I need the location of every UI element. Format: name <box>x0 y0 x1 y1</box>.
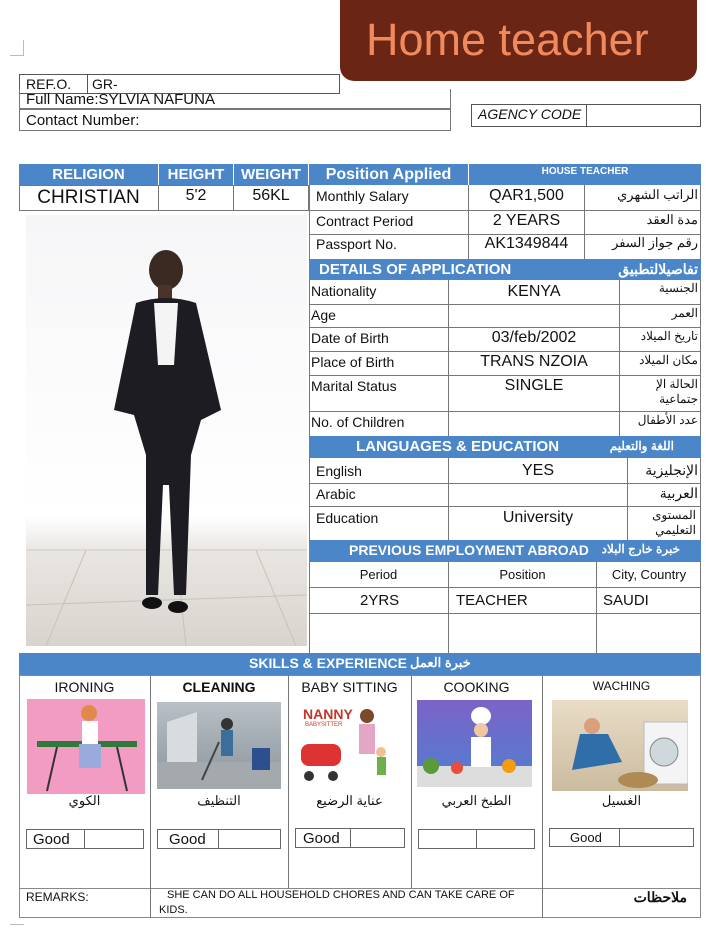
skill-rating-babysitting-text: Good <box>303 830 340 847</box>
previous-employment-header-ar: خبرة خارج البلاد <box>601 542 680 556</box>
ironing-image <box>27 699 145 794</box>
religion-value: CHRISTIAN <box>37 187 140 208</box>
skill-rating-ironing-text: Good <box>33 831 70 848</box>
languages-header-ar: اللغة والتعليم <box>609 439 674 453</box>
job-label-3: Passport No. <box>316 236 397 252</box>
detail-ar-children: عدد الأطفال <box>637 413 698 427</box>
lang-label-english: English <box>316 463 362 479</box>
corner-mark <box>10 40 24 56</box>
detail-value-marital: SINGLE <box>504 377 564 394</box>
cleaning-image <box>157 702 281 789</box>
job-ar-1: الراتب الشهري <box>617 187 698 202</box>
job-ar-2: مدة العقد <box>646 212 698 227</box>
detail-label-children: No. of Children <box>311 414 405 430</box>
nanny-image-subtext: BABYSITTER <box>305 722 343 728</box>
skill-ar-cooking: الطبخ العربي <box>441 793 512 808</box>
ref-label: REF.O. <box>26 76 72 92</box>
lang-ar-english: الإنجليزية <box>645 462 698 478</box>
lang-value-english: YES <box>521 462 554 479</box>
prev-col-city: City, Country <box>611 567 687 582</box>
skill-title-ironing: IRONING <box>54 679 115 695</box>
prev-city-value: SAUDI <box>603 592 649 609</box>
detail-value-nationality: KENYA <box>507 283 561 300</box>
remarks-ar: ملاحظات <box>633 889 687 905</box>
skill-ar-cleaning: التنظيف <box>197 793 241 808</box>
cooking-image <box>417 700 532 787</box>
religion-header: RELIGION <box>19 164 158 185</box>
lang-label-education: Education <box>316 510 379 526</box>
job-value-3: AK1349844 <box>484 235 569 252</box>
skill-title-washing: WACHING <box>592 679 651 693</box>
detail-ar-nationality: الجنسية <box>658 281 698 295</box>
prev-col-position: Position <box>499 567 546 582</box>
previous-employment-header-en: PREVIOUS EMPLOYMENT ABROAD <box>349 542 589 558</box>
job-label-2: Contract Period <box>316 213 414 229</box>
position-applied-header: Position Applied <box>309 164 468 185</box>
house-teacher-header: HOUSE TEACHER <box>469 164 701 185</box>
skill-ar-ironing: الكوي <box>68 793 101 808</box>
prev-col-period: Period <box>359 567 398 582</box>
height-header: HEIGHT <box>159 164 233 185</box>
detail-label-marital: Marital Status <box>311 378 397 394</box>
details-header-en: DETAILS OF APPLICATION <box>319 261 512 278</box>
detail-label-nationality: Nationality <box>311 283 377 299</box>
title-badge-text: Home teacher <box>366 14 649 65</box>
details-header-ar: تفاصيلالتطبيق <box>618 261 698 277</box>
remarks-text-line1: SHE CAN DO ALL HOUSEHOLD CHORES AND CAN TAKE CARE OF <box>167 889 515 901</box>
detail-label-pob: Place of Birth <box>311 354 395 370</box>
contact-label: Contact Number: <box>26 112 140 129</box>
job-value-2: 2 YEARS <box>492 212 561 229</box>
agency-code-label: AGENCY CODE <box>478 106 582 122</box>
detail-label-dob: Date of Birth <box>311 330 389 346</box>
detail-value-pob: TRANS NZOIA <box>480 353 588 370</box>
weight-value: 56KL <box>252 187 290 204</box>
lang-label-arabic: Arabic <box>316 486 356 502</box>
weight-header: WEIGHT <box>234 164 308 185</box>
skills-header-ar: خبرة العمل <box>410 655 471 670</box>
skills-header-en: SKILLS & EXPERIENCE <box>249 655 407 671</box>
detail-ar-marital: الحالة الإ جتماعية <box>656 377 698 406</box>
prev-position-value: TEACHER <box>456 592 528 609</box>
detail-label-age: Age <box>311 307 336 323</box>
babysitting-image <box>297 700 403 792</box>
skill-title-babysitting: BABY SITTING <box>301 679 398 695</box>
detail-value-dob: 03/feb/2002 <box>491 329 577 346</box>
skill-title-cleaning: CLEANING <box>182 679 256 695</box>
skill-rating-cleaning-text: Good <box>169 831 206 848</box>
prev-period-value: 2YRS <box>360 592 400 609</box>
gr-label: GR- <box>92 76 118 92</box>
lang-value-education: University <box>502 509 574 526</box>
full-name: Full Name:SYLVIA NAFUNA <box>26 91 215 108</box>
job-label-1: Monthly Salary <box>316 188 409 204</box>
skill-ar-babysitting: عناية الرضيع <box>316 793 383 808</box>
job-ar-3: رقم جواز السفر <box>612 235 698 250</box>
job-value-1: QAR1,500 <box>489 187 564 204</box>
languages-header-en: LANGUAGES & EDUCATION <box>356 438 560 455</box>
washing-image <box>552 700 688 791</box>
detail-ar-pob: مكان الميلاد <box>639 353 698 367</box>
height-value: 5'2 <box>185 187 207 204</box>
title-badge <box>340 0 697 81</box>
remarks-text-line2: KIDS. <box>159 904 188 916</box>
skill-title-cooking: COOKING <box>443 679 510 695</box>
skill-rating-washing-text: Good <box>570 830 602 845</box>
remarks-label: REMARKS: <box>26 890 89 904</box>
nanny-image-text: NANNY <box>303 706 353 722</box>
detail-ar-age: العمر <box>671 306 698 320</box>
lang-ar-arabic: العربية <box>659 485 698 501</box>
lang-ar-education: المستوى التعليمي <box>652 508 696 537</box>
detail-ar-dob: تاريخ الميلاد <box>640 329 698 343</box>
applicant-photo <box>26 215 307 646</box>
skill-ar-washing: الغسيل <box>601 793 642 808</box>
